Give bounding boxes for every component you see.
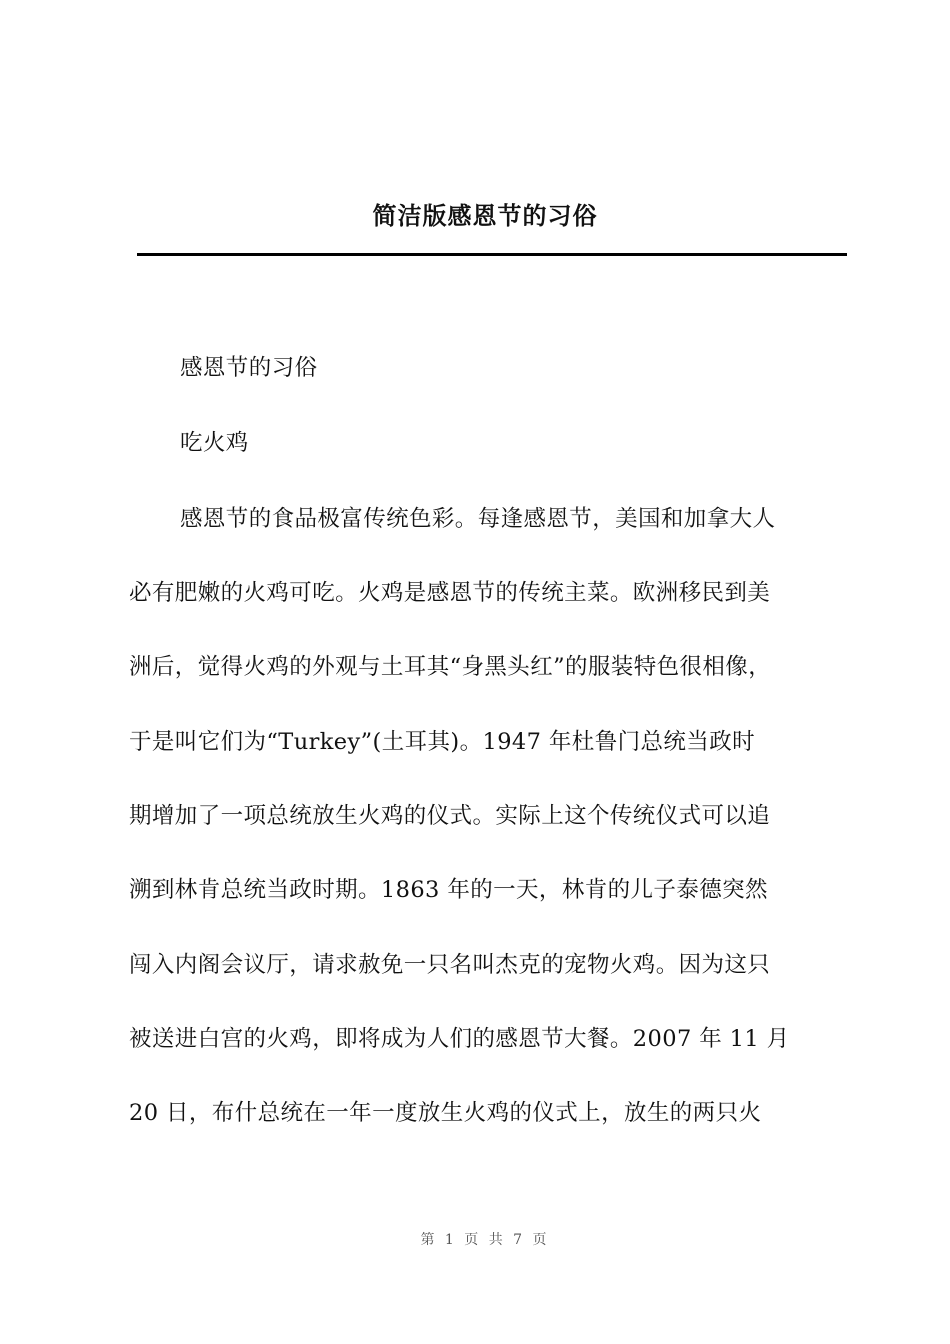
paragraph-line: 溯到林肯总统当政时期。1863 年的一天，林肯的儿子泰德突然 — [129, 877, 768, 903]
paragraph-line: 20 日，布什总统在一年一度放生火鸡的仪式上，放生的两只火 — [129, 1100, 762, 1126]
paragraph-line: 必有肥嫩的火鸡可吃。火鸡是感恩节的传统主菜。欧洲移民到美 — [129, 580, 771, 606]
paragraph-line: 闯入内阁会议厅，请求赦免一只名叫杰克的宠物火鸡。因为这只 — [129, 952, 771, 978]
paragraph-line: 于是叫它们为“Turkey”(土耳其)。1947 年杜鲁门总统当政时 — [129, 729, 755, 755]
title-underline — [137, 253, 847, 256]
document-title: 简洁版感恩节的习俗 — [372, 202, 598, 230]
paragraph-line: 洲后，觉得火鸡的外观与土耳其“身黑头红”的服装特色很相像， — [129, 654, 772, 680]
section-heading: 感恩节的习俗 — [180, 355, 318, 381]
page-footer: 第 1 页 共 7 页 — [420, 1232, 550, 1248]
paragraph-line: 被送进白宫的火鸡，即将成为人们的感恩节大餐。2007 年 11 月 — [129, 1026, 790, 1052]
paragraph-line: 期增加了一项总统放生火鸡的仪式。实际上这个传统仪式可以追 — [129, 803, 771, 829]
subheading: 吃火鸡 — [180, 430, 249, 456]
paragraph-line: 感恩节的食品极富传统色彩。每逢感恩节，美国和加拿大人 — [180, 506, 776, 532]
